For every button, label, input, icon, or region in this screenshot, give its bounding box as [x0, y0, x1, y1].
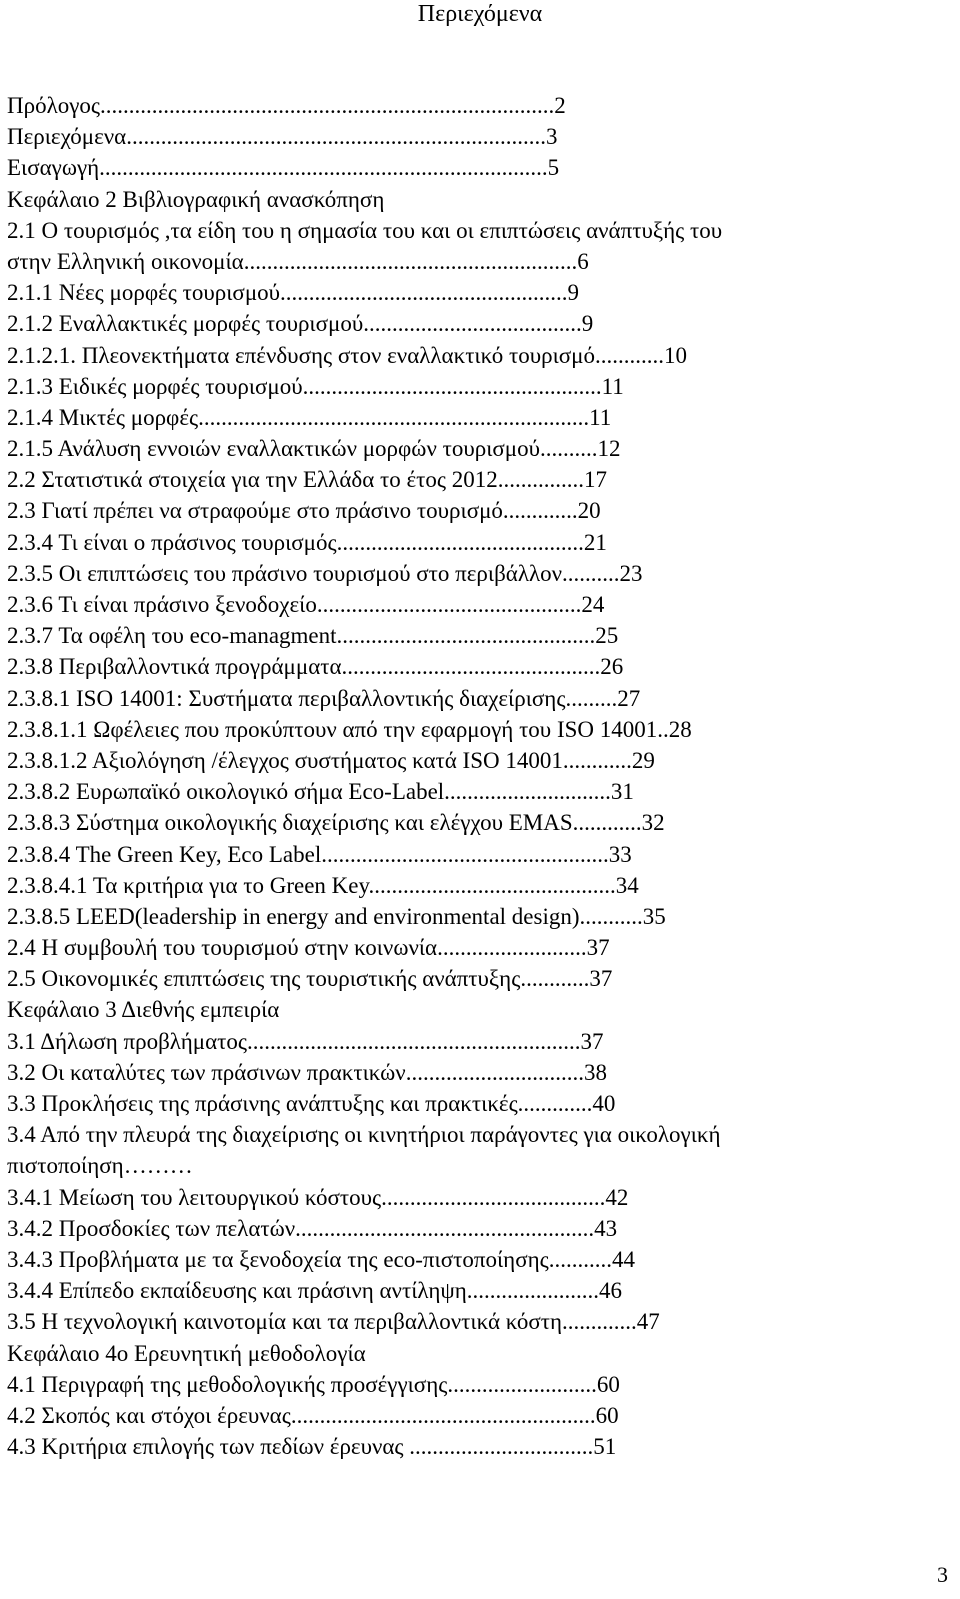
page-number: 3 [937, 1562, 948, 1587]
toc-entry: 3.3 Προκλήσεις της πράσινης ανάπτυξης και πρακτικές.............40 [7, 1091, 616, 1116]
toc-entry: 2.3.8.4 The Green Key, Eco Label..................................................33 [7, 841, 632, 867]
toc-entry: 2.3 Γιατί πρέπει να στραφούμε στο πράσινο τουρισμό.............20 [7, 498, 601, 524]
toc-entry: πιστοποίηση……… [7, 1153, 193, 1179]
toc-entry: στην Ελληνική οικονομία..........................................................6 [7, 248, 589, 274]
toc-entry: 2.1.5 Ανάλυση εννοιών εναλλακτικών μορφών τουρισμού..........12 [7, 436, 621, 462]
toc-entry: Εισαγωγή..............................................................................5 [7, 155, 560, 181]
toc-entry: Περιεχόμενα.........................................................................3 [7, 124, 558, 150]
toc-entry: 2.3.8 Περιβαλλοντικά προγράμματα.............................................26 [7, 654, 624, 680]
toc-entry: 4.1 Περιγραφή της μεθοδολογικής προσέγγισης..........................60 [7, 1371, 620, 1397]
toc-chapter-heading: Κεφάλαιο 2 Βιβλιογραφική ανασκόπηση [7, 186, 385, 212]
toc-entry: Πρόλογος...............................................................................2 [7, 93, 566, 118]
toc-entry: 2.5 Οικονομικές επιπτώσεις της τουριστικής ανάπτυξης............37 [7, 966, 613, 992]
toc-entry: 3.1 Δήλωση προβλήματος..........................................................37 [7, 1028, 604, 1054]
toc-entry: 3.5 Η τεχνολογική καινοτομία και τα περιβαλλοντικά κόστη.............47 [7, 1309, 660, 1335]
toc-entry: 2.3.5 Οι επιπτώσεις του πράσινο τουρισμού στο περιβάλλον..........23 [7, 560, 643, 586]
toc-entry: 4.2 Σκοπός και στόχοι έρευνας.....................................................60 [7, 1402, 619, 1428]
toc-entry: 2.1 Ο τουρισμός ,τα είδη του η σημασία του και οι επιπτώσεις ανάπτυξής του [7, 217, 723, 243]
toc-entry: 3.4.3 Προβλήματα με τα ξενοδοχεία της eco-πιστοποίησης...........44 [7, 1246, 635, 1272]
toc-entry: 3.4.1 Μείωση του λειτουργικού κόστους.......................................42 [7, 1184, 629, 1210]
toc-entry: 2.3.8.3 Σύστημα οικολογικής διαχείρισης και ελέγχου EMAS............32 [7, 810, 665, 836]
toc-entry: 2.3.8.4.1 Τα κριτήρια για το Green Key...........................................34 [7, 872, 639, 898]
toc-entry: 2.3.8.5 LEED(leadership in energy and environmental design)...........35 [7, 903, 666, 929]
toc-entry: 4.3 Κριτήρια επιλογής των πεδίων έρευνας ................................51 [7, 1434, 617, 1460]
toc-entry: 3.4.4 Επίπεδο εκπαίδευσης και πράσινη αντίληψη.......................46 [7, 1278, 623, 1304]
toc-entry: 2.1.2.1. Πλεονεκτήματα επένδυσης στον εναλλακτικό τουρισμό............10 [7, 342, 687, 368]
toc-entry: 2.1.1 Νέες μορφές τουρισμού..................................................9 [7, 280, 580, 306]
toc-entry: 2.1.4 Μικτές μορφές....................................................................11 [7, 404, 612, 430]
toc-entry: 2.3.8.1.1 Ωφέλειες που προκύπτουν από την εφαρμογή του ISO 14001..28 [7, 716, 692, 742]
toc-entry: 3.4 Από την πλευρά της διαχείρισης οι κινητήριοι παράγοντες για οικολογική [7, 1122, 721, 1148]
page-title: Περιεχόμενα [417, 1, 543, 27]
toc-chapter-heading: Κεφάλαιο 3 Διεθνής εμπειρία [7, 997, 280, 1023]
toc-entry: 3.4.2 Προσδοκίες των πελατών....................................................43 [7, 1215, 618, 1241]
toc-entry: 2.3.6 Τι είναι πράσινο ξενοδοχείο..............................................24 [7, 592, 605, 617]
toc-entry: 3.2 Οι καταλύτες των πράσινων πρακτικών...............................38 [7, 1059, 607, 1085]
toc-entry: 2.3.8.2 Ευρωπαϊκό οικολογικό σήμα Eco-Label.............................31 [7, 779, 634, 805]
toc-entry: 2.3.8.1.2 Αξιολόγηση /έλεγχος συστήματος κατά ISO 14001............29 [7, 747, 655, 773]
toc-entry: 2.3.8.1 ISO 14001: Συστήματα περιβαλλοντικής διαχείρισης.........27 [7, 685, 641, 711]
toc-entry: 2.3.4 Τι είναι ο πράσινος τουρισμός...........................................21 [7, 529, 607, 555]
toc-entry: 2.3.7 Τα οφέλη του eco-managment.............................................25 [7, 623, 619, 649]
toc-entry: 2.4 Η συμβουλή του τουρισμού στην κοινωνία..........................37 [7, 935, 610, 961]
toc-entry: 2.1.3 Ειδικές μορφές τουρισμού....................................................11 [7, 373, 624, 399]
table-of-contents [7, 90, 857, 1462]
toc-entry: 2.2 Στατιστικά στοιχεία για την Ελλάδα το έτος 2012...............17 [7, 467, 608, 493]
toc-entry: 2.1.2 Εναλλακτικές μορφές τουρισμού......................................9 [7, 311, 594, 337]
toc-chapter-heading: Κεφάλαιο 4ο Ερευνητική μεθοδολογία [7, 1340, 366, 1366]
